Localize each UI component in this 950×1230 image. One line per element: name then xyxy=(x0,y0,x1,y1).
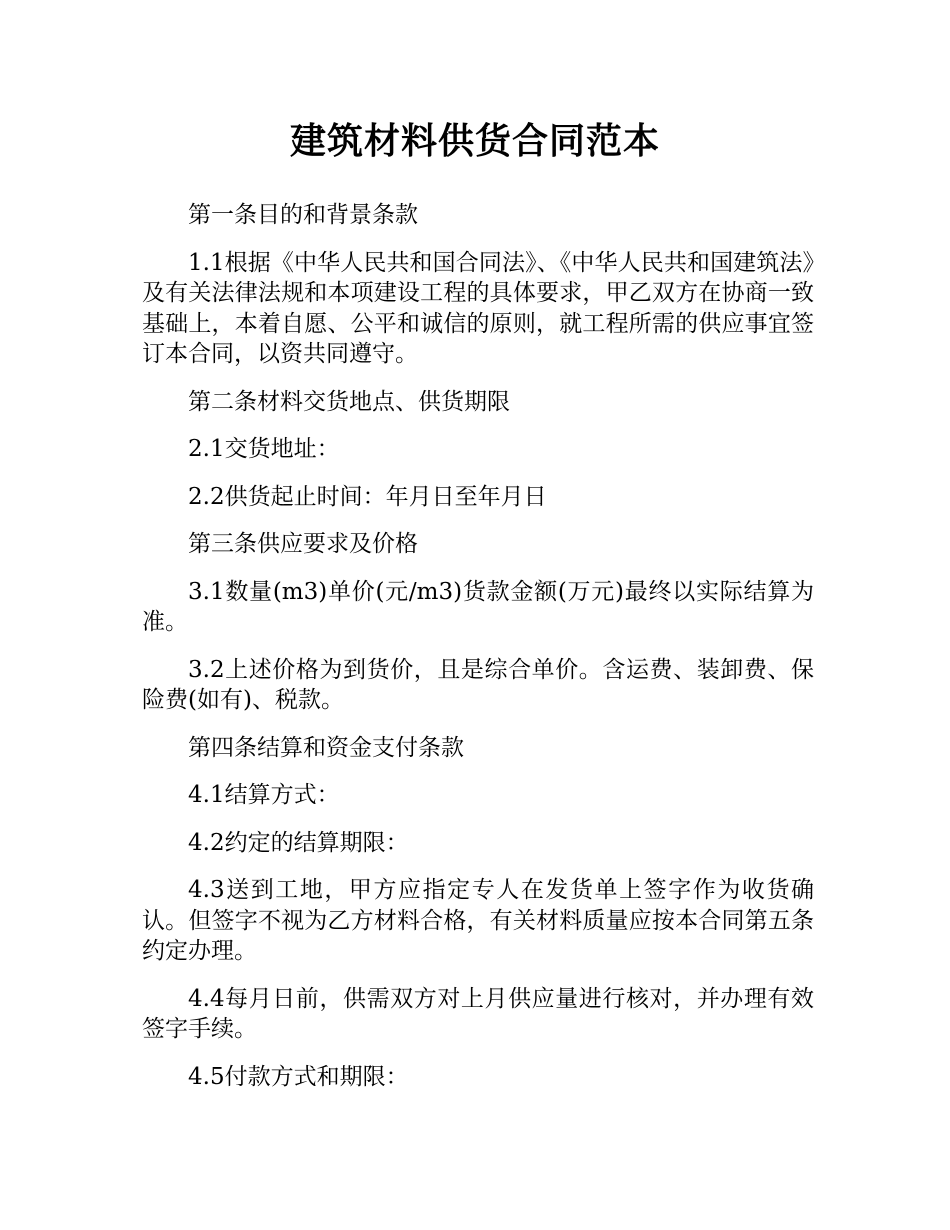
article-1-heading: 第一条目的和背景条款 xyxy=(188,202,418,228)
clause-3-1: 3.1数量(m3)单价(元/m3)货款金额(万元)最终以实际结算为准。 xyxy=(142,578,814,635)
clause-4-1: 4.1结算方式： xyxy=(188,782,340,808)
document-body xyxy=(142,200,814,1109)
clause-2-2: 2.2供货起止时间：年月日至年月日 xyxy=(188,483,547,510)
clause-4-3: 4.3送到工地，甲方应指定专人在发货单上签字作为收货确认。但签字不视为乙方材料合格，有关材料质量应按本合同第五条约定办理。 xyxy=(142,877,814,964)
clause-3-2: 3.2上述价格为到货价，且是综合单价。含运费、装卸费、保险费(如有)、税款。 xyxy=(142,656,814,713)
clause-4-4: 4.4每月日前，供需双方对上月供应量进行核对，并办理有效签字手续。 xyxy=(142,985,814,1042)
clause-1-1: 1.1根据《中华人民共和国合同法》、《中华人民共和国建筑法》及有关法律法规和本项建设工程的具体要求，甲乙双方在协商一致基础上，本着自愿、公平和诚信的原则，就工程所需的供应事宜签订本合同，以资共同遵守。 xyxy=(142,249,814,367)
article-2-heading: 第二条材料交货地点、供货期限 xyxy=(188,388,510,415)
document-title: 建筑材料供货合同范本 xyxy=(289,121,660,162)
article-4-heading: 第四条结算和资金支付条款 xyxy=(188,734,464,761)
clause-4-2: 4.2约定的结算期限： xyxy=(188,829,409,856)
clause-2-1: 2.1交货地址： xyxy=(188,436,340,462)
article-3-heading: 第三条供应要求及价格 xyxy=(188,531,418,557)
clause-4-5: 4.5付款方式和期限： xyxy=(188,1063,409,1090)
